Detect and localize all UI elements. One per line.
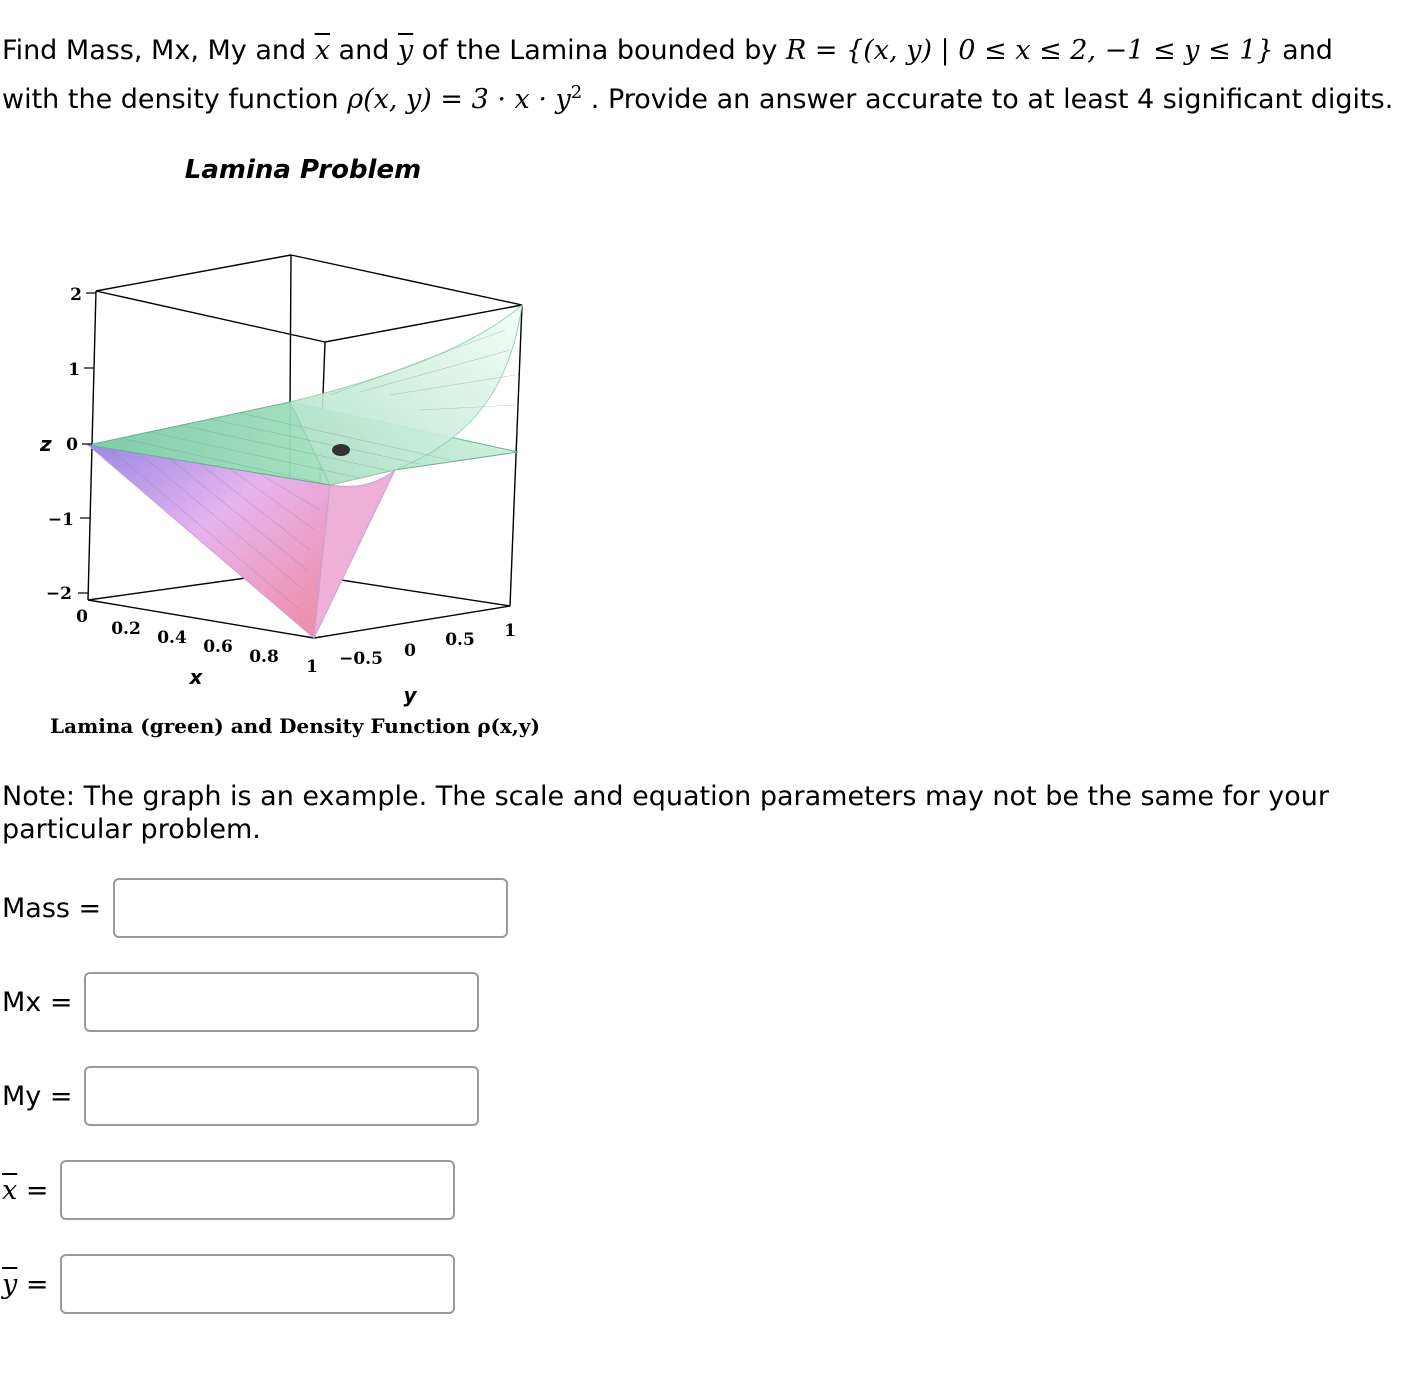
x-tick: 0.2: [111, 619, 141, 639]
y-axis-label: y: [403, 683, 417, 707]
density-function: ρ(x, y) = 3 · x · y: [347, 84, 571, 115]
my-input[interactable]: [84, 1066, 479, 1126]
xbar-equals: =: [17, 1174, 49, 1206]
answer-row-ybar: [2, 1254, 455, 1314]
box-edge: [291, 255, 522, 305]
z-tick-marks: [78, 293, 96, 593]
my-label: My =: [2, 1080, 73, 1112]
y-ticks: [339, 621, 516, 669]
ybar-input[interactable]: [60, 1254, 455, 1314]
mx-label: Mx =: [2, 986, 73, 1018]
lamina-plot: [0, 145, 560, 745]
z-tick: −2: [45, 584, 72, 604]
x-tick: 1: [306, 657, 318, 677]
mass-label: Mass =: [2, 892, 102, 924]
problem-text-1a: Find Mass, Mx, My and: [2, 35, 315, 66]
z-tick: 2: [70, 285, 82, 305]
mass-input[interactable]: [113, 878, 508, 938]
x-tick: 0: [76, 607, 88, 627]
z-tick: 1: [68, 360, 80, 380]
problem-text-2a: with the density function: [2, 84, 348, 115]
z-axis-label: z: [40, 432, 52, 456]
y-tick: 0.5: [445, 630, 475, 650]
z-tick: 0: [66, 435, 78, 455]
x-tick: 0.8: [249, 647, 279, 667]
ybar-label: $\overline{y}$: [2, 1268, 18, 1300]
note-text: Note: The graph is an example. The scale and equation parameters may not be the same for your particular problem.: [2, 781, 1329, 845]
answer-row-my: [2, 1066, 479, 1126]
xbar-label: $\overline{x}$: [2, 1174, 18, 1206]
x-axis-label: x: [189, 665, 203, 689]
problem-text-2b: . Provide an answer accurate to at least 4 significant digits.: [582, 84, 1394, 115]
problem-line-2: [2, 72, 1412, 121]
region-definition: R = {(x, y) | 0 ≤ x ≤ 2, −1 ≤ y ≤ 1}: [785, 35, 1274, 66]
plot-title: Lamina Problem: [184, 155, 422, 185]
plot-caption: Lamina (green) and Density Function ρ(x,y): [50, 714, 540, 738]
lamina-figure: [0, 145, 560, 745]
problem-statement: [2, 30, 1412, 121]
problem-text-1c: and: [1273, 35, 1333, 66]
xbar-input[interactable]: [60, 1160, 455, 1220]
mx-input[interactable]: [84, 972, 479, 1032]
y-tick: −0.5: [339, 649, 383, 669]
y-tick: 0: [404, 641, 416, 661]
y-axis-line: [314, 606, 510, 638]
answer-row-mx: [2, 972, 479, 1032]
problem-text-1b: of the Lamina bounded by: [413, 35, 786, 66]
xbar-symbol: $\overline{x}$: [314, 35, 330, 66]
ybar-equals: =: [17, 1268, 49, 1300]
z-tick: −1: [47, 510, 74, 530]
density-exponent: 2: [570, 82, 583, 103]
x-tick: 0.6: [203, 637, 233, 657]
problem-and: and: [329, 35, 398, 66]
center-of-mass-dot: [332, 444, 350, 456]
ybar-symbol: $\overline{y}$: [397, 35, 414, 66]
y-tick: 1: [504, 621, 516, 641]
answer-row-mass: [2, 878, 508, 938]
x-tick: 0.4: [157, 628, 187, 648]
density-surface-upper: [290, 305, 522, 485]
box-edge: [96, 255, 291, 291]
problem-line-1: [2, 30, 1412, 72]
answer-row-xbar: [2, 1160, 455, 1220]
